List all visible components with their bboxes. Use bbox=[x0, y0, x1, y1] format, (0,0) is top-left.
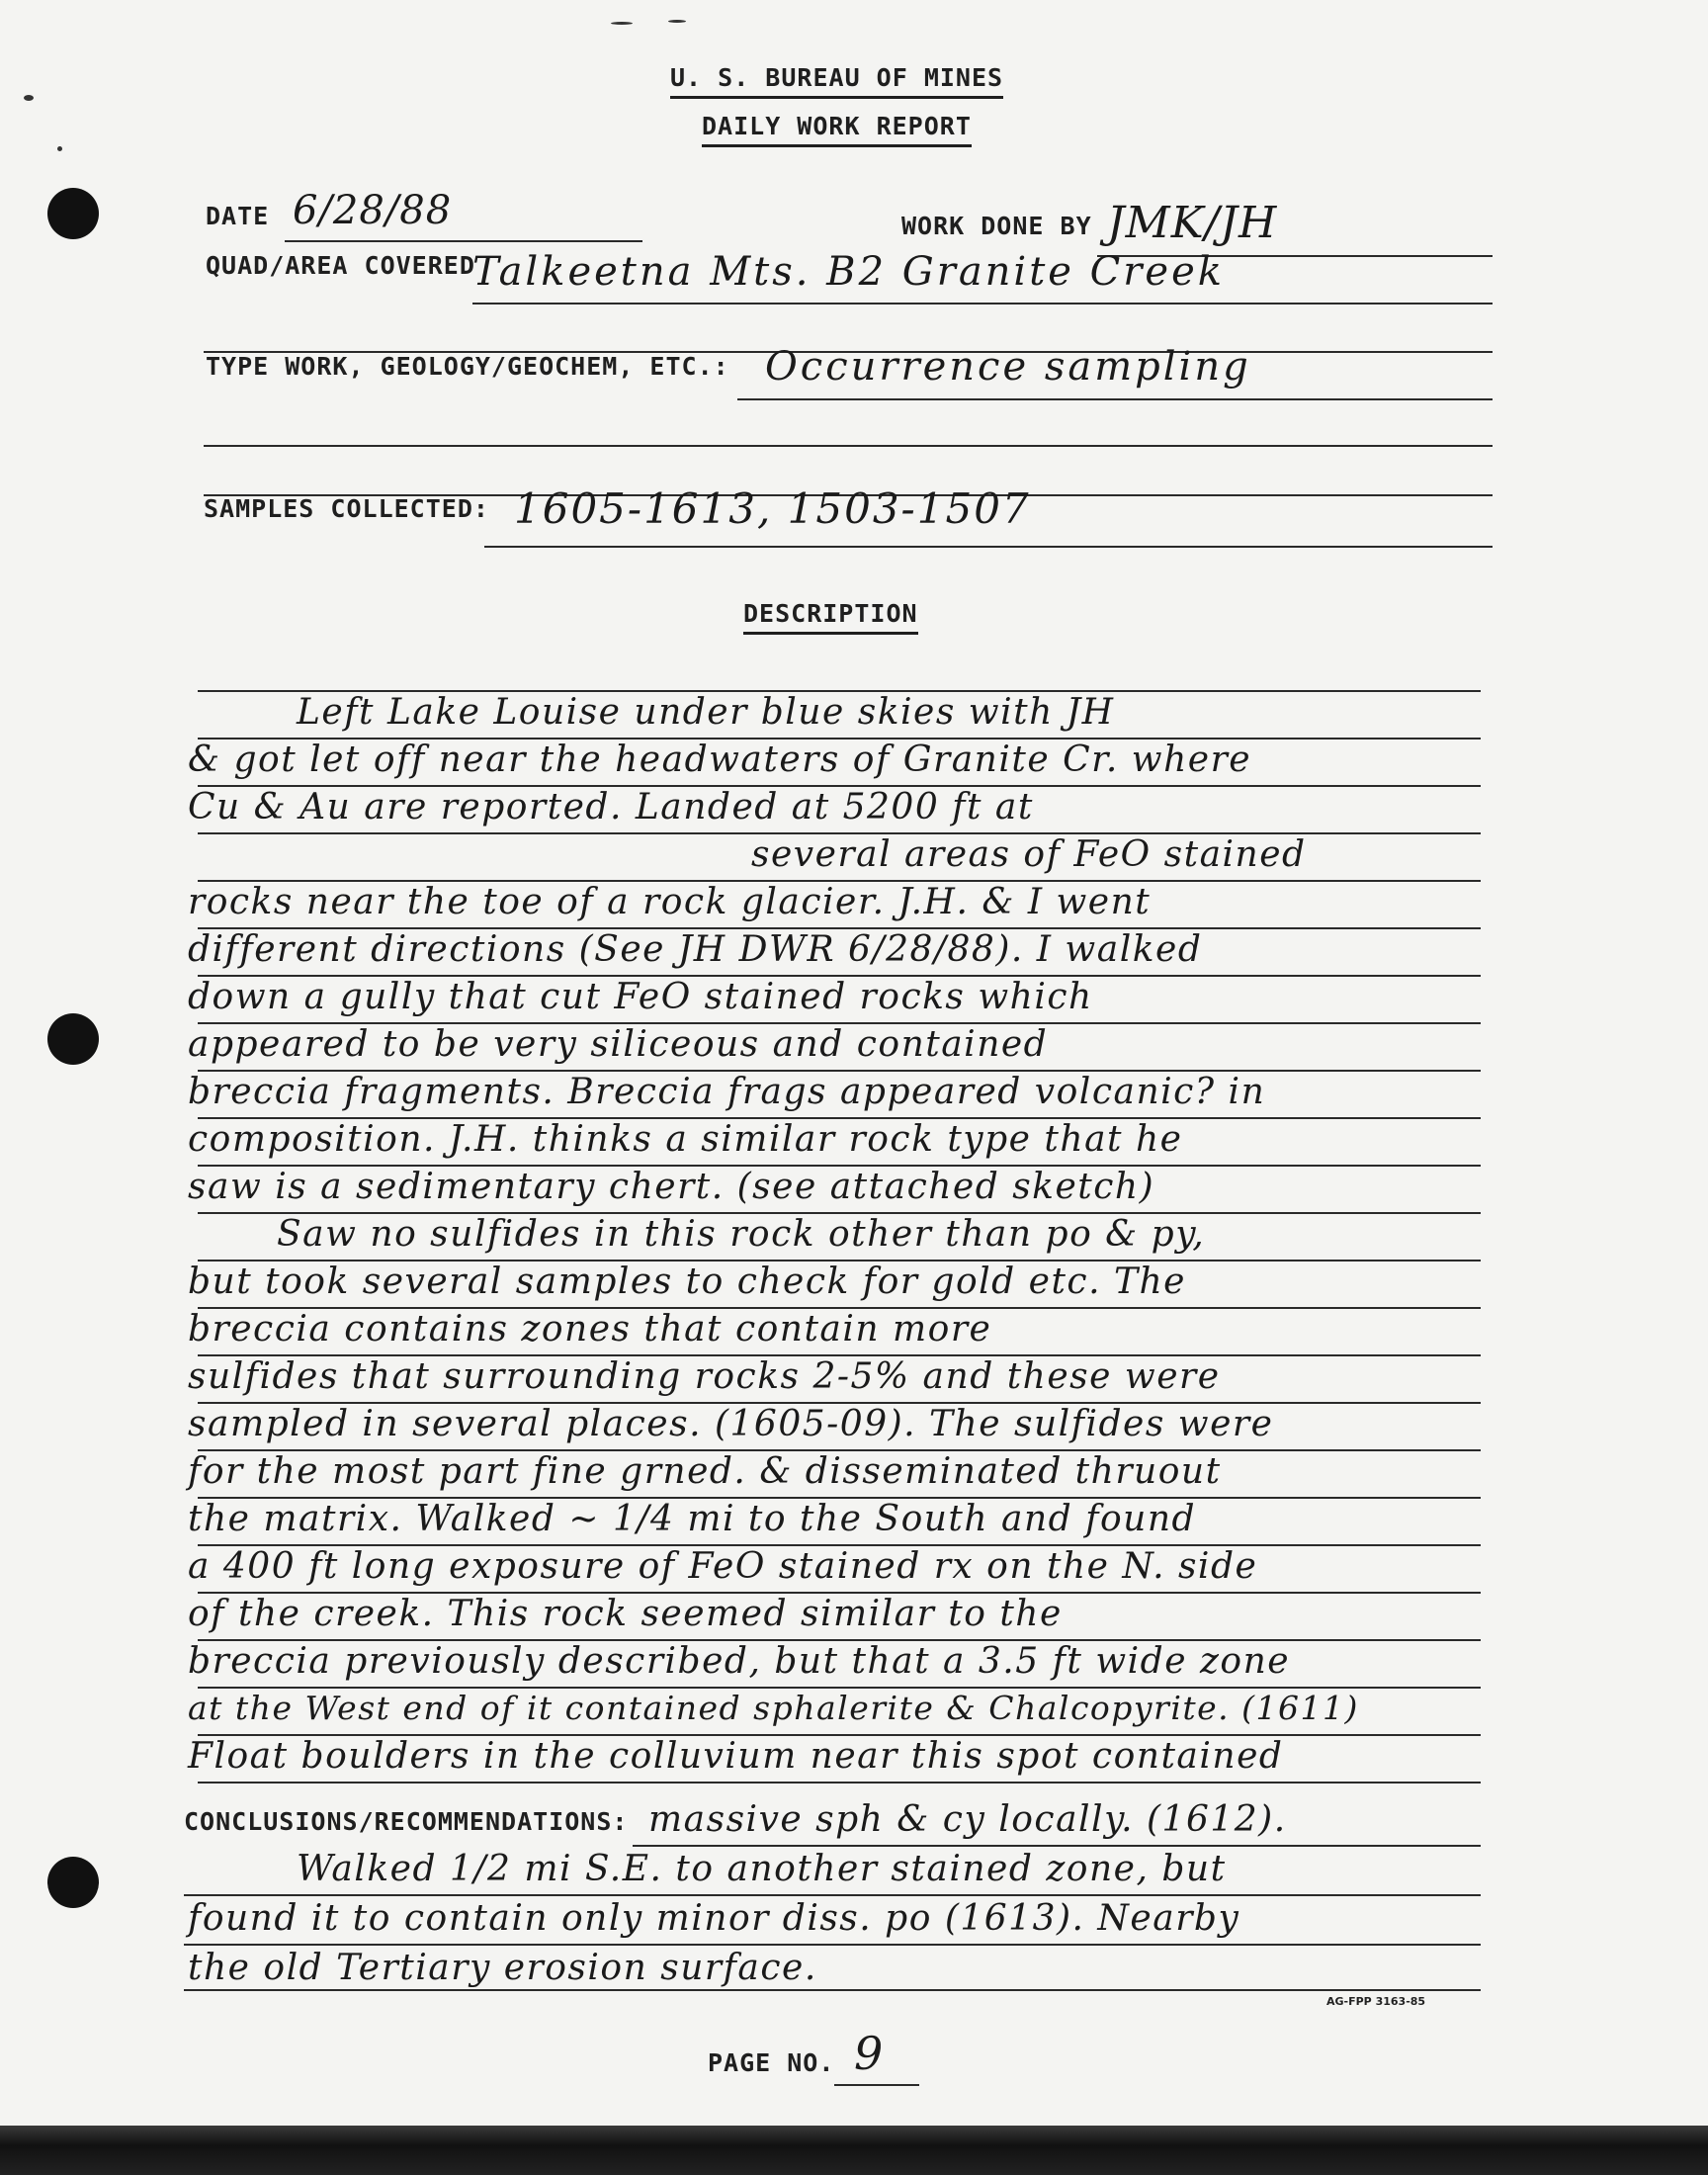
description-line: breccia contains zones that contain more bbox=[188, 1309, 992, 1349]
report-title: DAILY WORK REPORT bbox=[702, 112, 972, 147]
type-work-label: TYPE WORK, GEOLOGY/GEOCHEM, ETC.: bbox=[206, 352, 729, 381]
quad-value: Talkeetna Mts. B2 Granite Creek bbox=[472, 249, 1225, 295]
description-heading: DESCRIPTION bbox=[743, 599, 918, 635]
agency-title: U. S. BUREAU OF MINES bbox=[670, 63, 1003, 99]
work-done-by-label: WORK DONE BY bbox=[901, 212, 1092, 240]
description-line: down a gully that cut FeO stained rocks which bbox=[188, 977, 1093, 1017]
description-rule bbox=[198, 1782, 1481, 1784]
conclusions-label: CONCLUSIONS/RECOMMENDATIONS: bbox=[184, 1807, 629, 1836]
description-line: sulfides that surrounding rocks 2-5% and these were bbox=[188, 1356, 1221, 1397]
conclusions-rule bbox=[184, 1894, 1481, 1896]
description-line: breccia fragments. Breccia frags appeared volcanic? in bbox=[188, 1072, 1266, 1112]
conclusions-rule bbox=[633, 1845, 1481, 1847]
date-label: DATE bbox=[206, 202, 270, 230]
samples-label: SAMPLES COLLECTED: bbox=[204, 494, 489, 523]
quad-label: QUAD/AREA COVERED bbox=[206, 251, 475, 280]
description-line: breccia previously described, but that a 3.5 ft wide zone bbox=[188, 1641, 1291, 1682]
page-number-line bbox=[834, 2084, 919, 2086]
quad-line bbox=[472, 303, 1493, 304]
description-line: Left Lake Louise under blue skies with JH bbox=[297, 692, 1115, 733]
description-line: but took several samples to check for gold etc. The bbox=[188, 1262, 1186, 1302]
description-line: appeared to be very siliceous and contained bbox=[188, 1024, 1049, 1065]
binder-hole-middle bbox=[47, 1013, 99, 1065]
conclusions-line: found it to contain only minor diss. po (1613). Nearby bbox=[188, 1898, 1240, 1939]
description-line: for the most part fine grned. & disseminated thruout bbox=[188, 1451, 1222, 1492]
blank-line bbox=[204, 445, 1493, 447]
scan-bottom-edge bbox=[0, 2126, 1708, 2175]
description-line: at the West end of it contained sphalerite & Chalcopyrite. (1611) bbox=[188, 1689, 1359, 1727]
conclusions-rule bbox=[184, 1989, 1481, 1991]
scan-speck bbox=[668, 20, 686, 23]
description-line: & got let off near the headwaters of Granite Cr. where bbox=[188, 740, 1252, 780]
conclusions-line: the old Tertiary erosion surface. bbox=[188, 1948, 817, 1988]
description-line: several areas of FeO stained bbox=[751, 834, 1307, 875]
description-line: different directions (See JH DWR 6/28/88). I walked bbox=[188, 929, 1203, 970]
page-number-label: PAGE NO. bbox=[708, 2048, 835, 2077]
date-value: 6/28/88 bbox=[293, 188, 453, 233]
conclusions-first-line: massive sph & cy locally. (1612). bbox=[648, 1799, 1287, 1840]
description-line: Cu & Au are reported. Landed at 5200 ft at bbox=[188, 787, 1034, 827]
samples-line bbox=[484, 546, 1493, 548]
binder-hole-top bbox=[47, 188, 99, 239]
scan-speck bbox=[57, 146, 62, 151]
samples-value: 1605-1613, 1503-1507 bbox=[514, 484, 1031, 533]
form-number: AG-FPP 3163-85 bbox=[1326, 1995, 1426, 2008]
description-line: rocks near the toe of a rock glacier. J.H. & I went bbox=[188, 882, 1152, 922]
description-line: composition. J.H. thinks a similar rock type that he bbox=[188, 1119, 1183, 1160]
description-line: saw is a sedimentary chert. (see attached sketch) bbox=[188, 1167, 1155, 1207]
description-line: Saw no sulfides in this rock other than po & py, bbox=[277, 1214, 1206, 1255]
scan-speck bbox=[24, 95, 34, 101]
type-work-value: Occurrence sampling bbox=[765, 344, 1251, 390]
work-done-by-value: JMK/JH bbox=[1107, 198, 1278, 248]
page-number-value: 9 bbox=[854, 2027, 885, 2080]
conclusions-rule bbox=[184, 1944, 1481, 1946]
description-line: Float boulders in the colluvium near this spot contained bbox=[188, 1736, 1284, 1777]
type-work-line bbox=[737, 398, 1493, 400]
description-line: of the creek. This rock seemed similar to the bbox=[188, 1594, 1063, 1634]
conclusions-line: Walked 1/2 mi S.E. to another stained zone, but bbox=[297, 1849, 1227, 1889]
description-line: sampled in several places. (1605-09). The sulfides were bbox=[188, 1404, 1274, 1444]
description-line: a 400 ft long exposure of FeO stained rx on the N. side bbox=[188, 1546, 1258, 1587]
binder-hole-bottom bbox=[47, 1857, 99, 1908]
description-line: the matrix. Walked ~ 1/4 mi to the South and found bbox=[188, 1499, 1197, 1539]
scan-speck bbox=[611, 22, 633, 25]
date-line bbox=[285, 240, 642, 242]
